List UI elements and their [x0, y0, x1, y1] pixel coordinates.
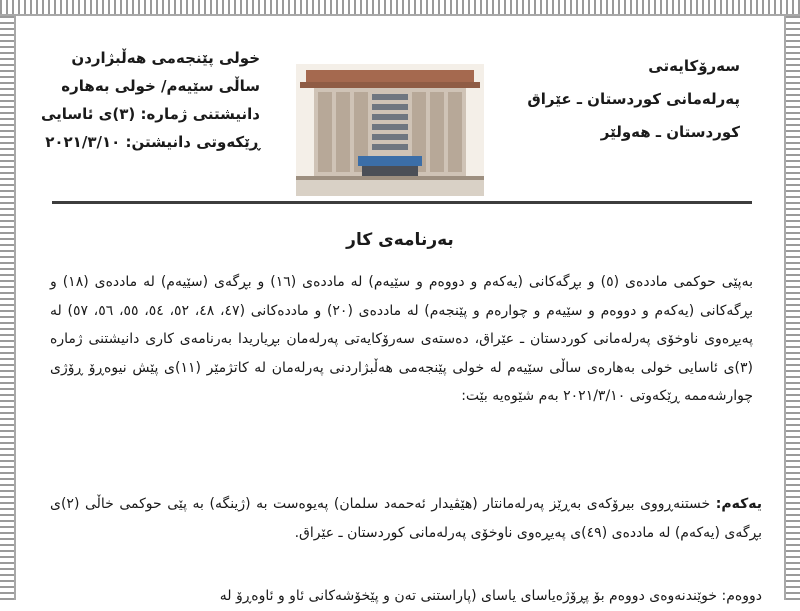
agenda-item	[50, 490, 762, 547]
institution-line: سەرۆکایەتی	[648, 57, 740, 75]
agenda-item-label: دووەم:	[721, 588, 762, 604]
institution-header	[510, 50, 740, 149]
session-date: ڕێکەوتی دانیشتن: ٢٠٢١/٣/١٠	[45, 133, 260, 151]
session-line: خولی پێنجەمی هەڵبژاردن	[71, 49, 260, 67]
agenda-item	[50, 582, 762, 611]
agenda-item-label: یەکەم:	[715, 496, 762, 512]
session-line: دانیشتنی ژمارە: (٣)ی ئاسایی	[40, 105, 260, 123]
page-border-top	[0, 0, 800, 16]
institution-line: پەرلەمانی کوردستان ـ عێراق	[527, 90, 740, 108]
page-title: بەرنامەی کار	[346, 230, 454, 250]
agenda-item-text: خستنەڕووی بیرۆکەی بەڕێز پەرلەمانتار (هێڤیدار ئەحمەد سلمان) پەیوەست بە (ژینگە) بە پێی حوکمی خاڵی (٢)ی بڕگەی (یەکەم) لە ماددەی (٤٩)ی پەیڕەوی ناوخۆی پەرلەمانی کوردستان ـ عێراق.	[50, 496, 762, 541]
institution-line: کوردستان ـ هەولێر	[600, 123, 740, 141]
header-divider	[52, 201, 752, 204]
agenda-intro: بەپێی حوکمی ماددەی (٥) و بڕگەکانی (یەکەم و دووەم و سێیەم) لە ماددەی (١٦) و بڕگەی (سێیەم) لە ماددەی (١٨) و بڕگەکانی (یەکەم و دووەم و سێیەم و چوارەم و پێنجەم) لە ماددەی (٢٠) و ماددەکانی (٤٧، ٤٨، ٥٢، ٥٤، ٥٥، ٥٦، ٥٧) لە پەیڕەوی ناوخۆی پەرلەمانی کوردستان ـ عێراق، دەستەی سەرۆکایەتی پەرلەمان بڕیاریدا بەرنامەی کاری دانیشتنی ژمارە (٣)ی ئاسایی خولی بەهارەی ساڵی سێیەم لە خولی پێنجەمی هەڵبژاردنی پەرلەمان لە کاتژمێر (١١)ی پێش نیوەڕۆ ڕۆژی چوارشەممە ڕێکەوتی ٢٠٢١/٣/١٠ بەم شێوەیە بێت:	[50, 274, 754, 404]
parliament-building-image	[296, 64, 484, 196]
page-border-right	[784, 16, 800, 600]
session-line: ساڵی سێیەم/ خولی بەهارە	[61, 77, 260, 95]
session-info	[40, 44, 260, 156]
page-border-left	[0, 16, 16, 600]
agenda-item-text: خوێندنەوەی دووەم بۆ پڕۆژەیاسای یاسای (پاراستنی تەن و پێخۆشەکانی ئاو و ئاوەڕۆ لە	[219, 588, 718, 604]
